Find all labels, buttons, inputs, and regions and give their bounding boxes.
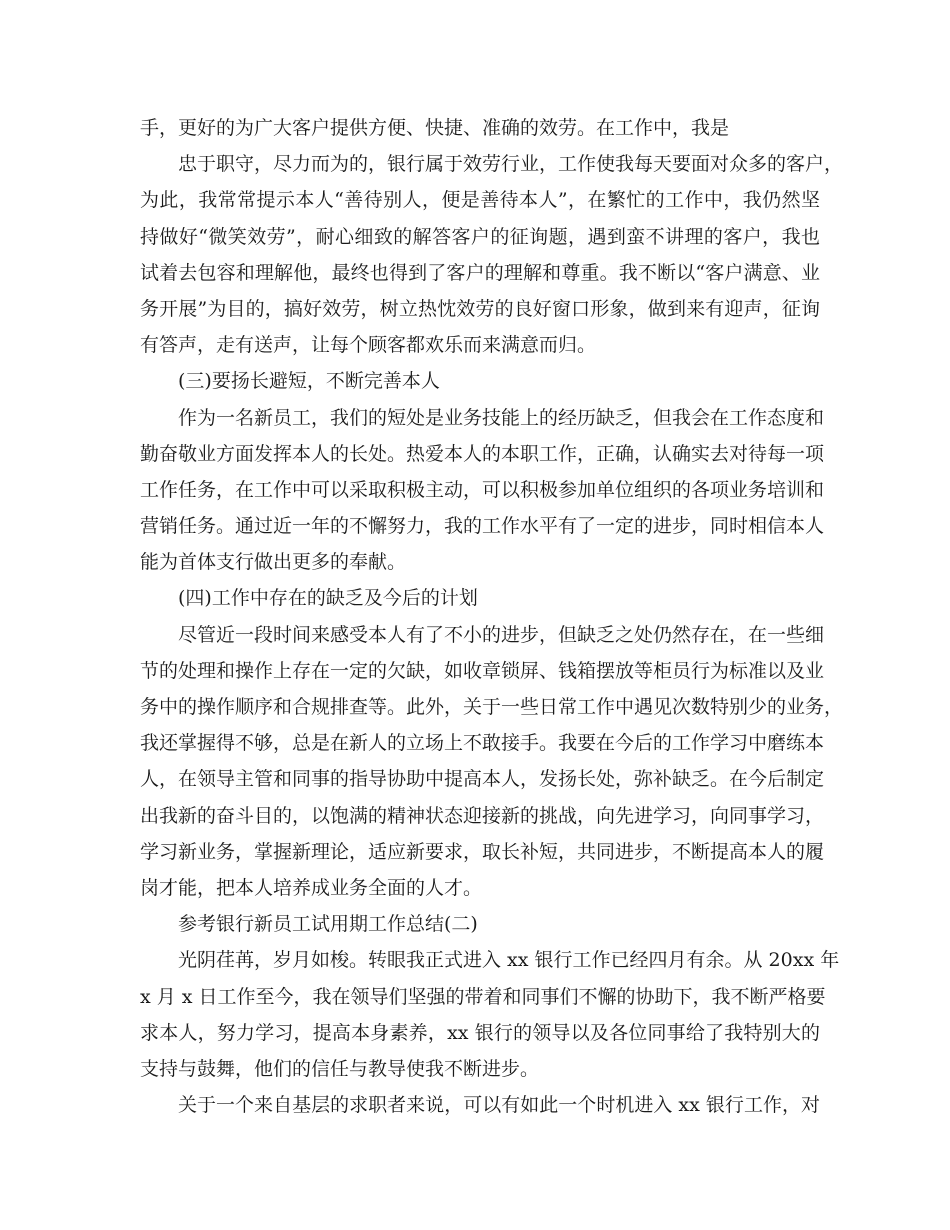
text-line: 我还掌握得不够，总是在新人的立场上不敢接手。我要在今后的工作学习中磨练本 — [140, 732, 825, 755]
text-line: 手，更好的为广大客户提供方便、快捷、准确的效劳。在工作中，我是 — [140, 117, 730, 139]
text-line: 有答声，走有送声，让每个顾客都欢乐而来满意而归。 — [140, 334, 597, 357]
text-line: 出我新的奋斗目的，以饱满的精神状态迎接新的挑战，向先进学习，向同事学习， — [140, 804, 825, 827]
document-body — [140, 110, 844, 1123]
text-line: 光阴荏苒，岁月如梭。转眼我正式进入 xx 银行工作已经四月有余。从 20xx 年 — [178, 949, 840, 972]
section-heading: (四)工作中存在的缺乏及今后的计划 — [178, 587, 478, 610]
text-line: 工作任务，在工作中可以采取积极主动，可以积极参加单位组织的各项业务培训和 — [140, 478, 825, 501]
text-line: 为此，我常常提示本人“善待别人，便是善待本人”，在繁忙的工作中，我仍然坚 — [140, 189, 820, 212]
text-line: 岗才能，把本人培养成业务全面的人才。 — [140, 876, 483, 899]
section-heading: 参考银行新员工试用期工作总结(二) — [178, 913, 478, 936]
text-line: 节的处理和操作上存在一定的欠缺，如收章锁屏、钱箱摆放等柜员行为标准以及业 — [140, 659, 825, 682]
text-line: 忠于职守，尽力而为的，银行属于效劳行业，工作使我每天要面对众多的客户， — [178, 153, 844, 176]
text-line: 持做好“微笑效劳”，耐心细致的解答客户的征询题，遇到蛮不讲理的客户，我也 — [140, 225, 820, 248]
text-line: 支持与鼓舞，他们的信任与教导使我不断进步。 — [140, 1057, 540, 1080]
text-line: x 月 x 日工作至今，我在领导们坚强的带着和同事们不懈的协助下，我不断严格要 — [140, 985, 826, 1008]
text-line: 求本人，努力学习，提高本身素养，xx 银行的领导以及各位同事给了我特别大的 — [140, 1021, 820, 1044]
text-line: 勤奋敬业方面发挥本人的长处。热爱本人的本职工作，正确，认确实去对待每一项 — [140, 442, 825, 465]
text-line: 试着去包容和理解他，最终也得到了客户的理解和尊重。我不断以“客户满意、业 — [140, 261, 820, 284]
text-line: 作为一名新员工，我们的短处是业务技能上的经历缺乏，但我会在工作态度和 — [178, 406, 825, 429]
text-line: 人，在领导主管和同事的指导协助中提高本人，发扬长处，弥补缺乏。在今后制定 — [140, 768, 825, 791]
text-line: 务开展”为目的，搞好效劳，树立热忱效劳的良好窗口形象，做到来有迎声，征询 — [140, 297, 820, 320]
section-heading: (三)要扬长避短，不断完善本人 — [178, 370, 440, 393]
text-line: 尽管近一段时间来感受本人有了不小的进步，但缺乏之处仍然存在，在一些细 — [178, 623, 825, 646]
text-line: 能为首体支行做出更多的奉献。 — [140, 551, 407, 574]
text-line: 学习新业务，掌握新理论，适应新要求，取长补短，共同进步，不断提高本人的履 — [140, 840, 825, 863]
text-line: 关于一个来自基层的求职者来说，可以有如此一个时机进入 xx 银行工作，对 — [178, 1094, 820, 1117]
text-line: 务中的操作顺序和合规排查等。此外，关于一些日常工作中遇见次数特别少的业务， — [140, 696, 844, 718]
text-line: 营销任务。通过近一年的不懈努力，我的工作水平有了一定的进步，同时相信本人 — [140, 515, 825, 538]
